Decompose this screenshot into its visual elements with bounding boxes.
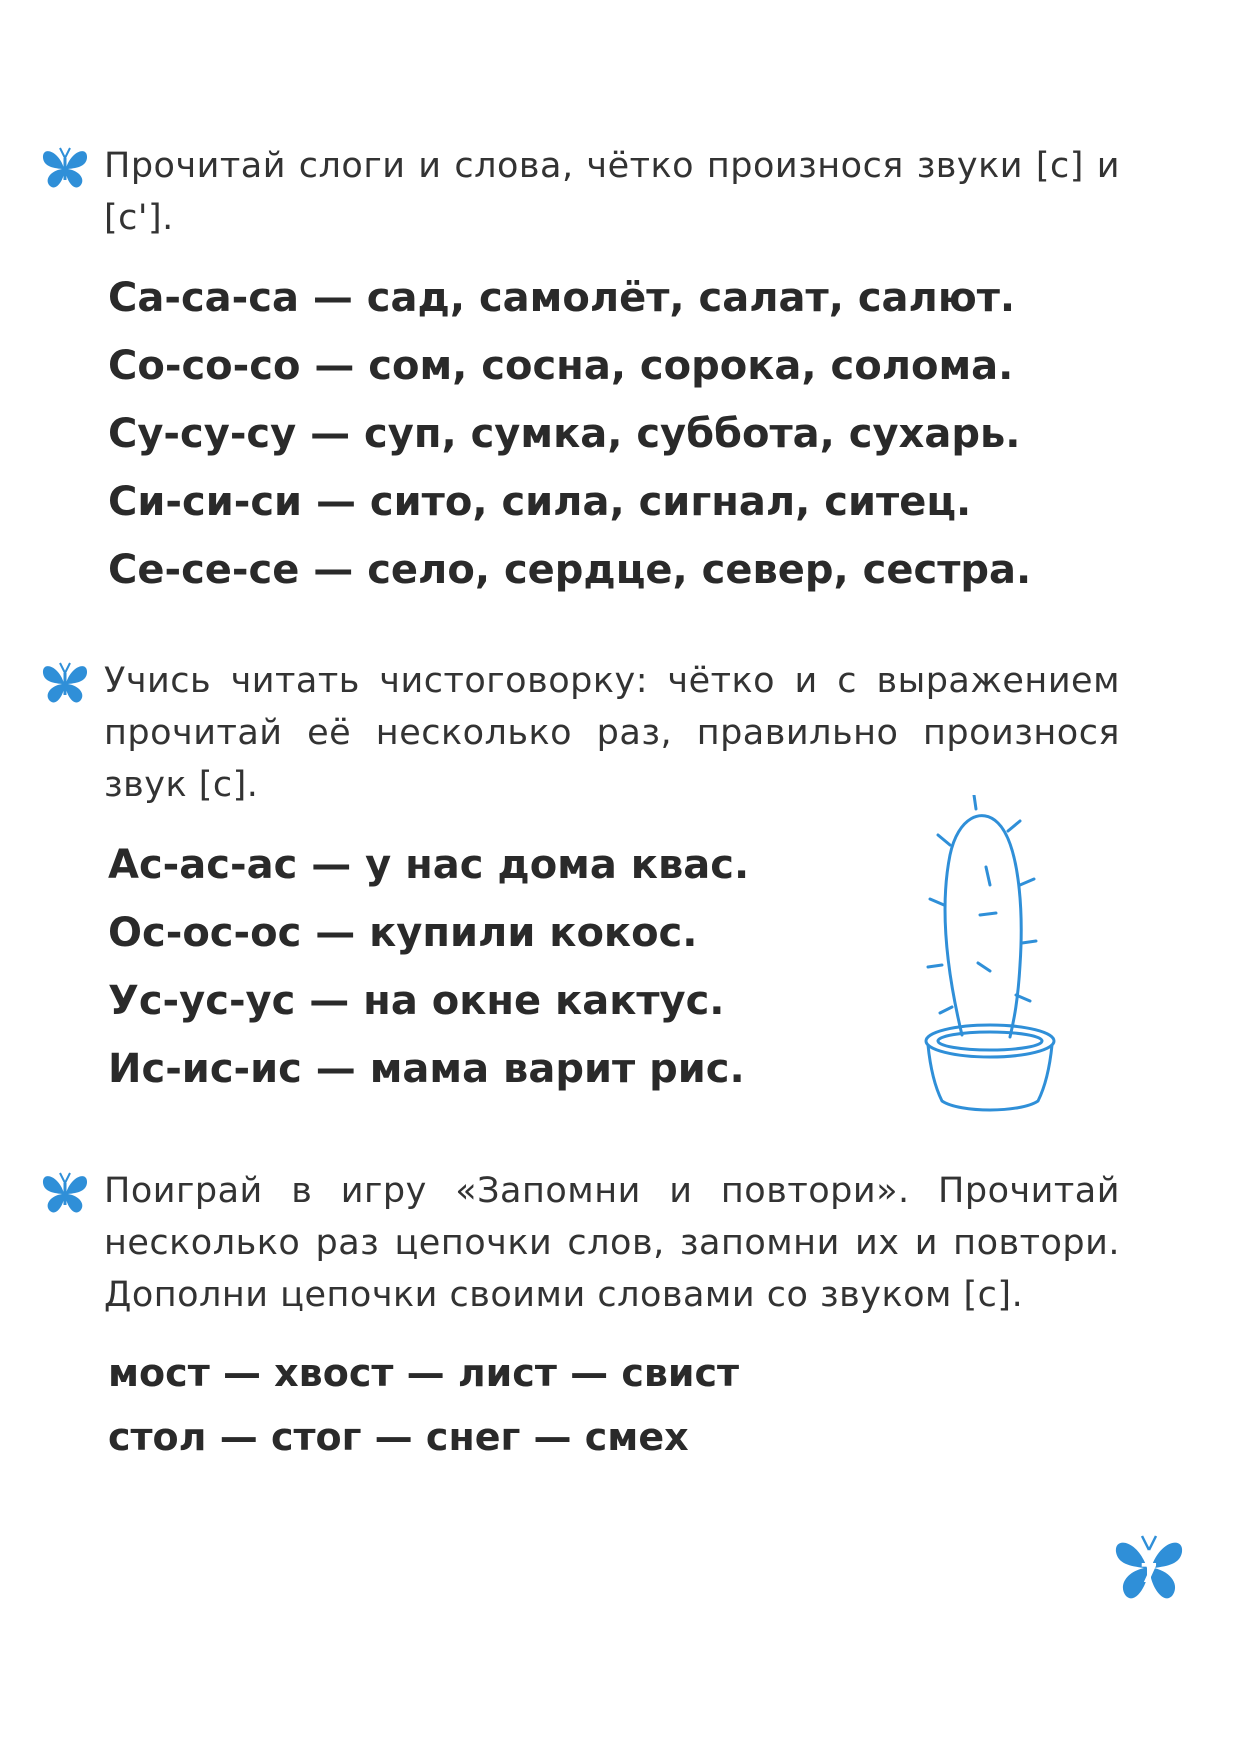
instruction-text: Поиграй в игру «Запомни и повтори». Прочитай несколько раз цепочки слов, запомни их и повтори. Дополни цепочки своими словами со звуком [с].: [104, 1171, 1120, 1315]
tongue-twister-line: Ас-ас-ас — у нас дома квас.: [108, 842, 750, 888]
word-chains: [108, 1341, 1120, 1469]
butterfly-icon: [40, 1171, 90, 1217]
exercise-1: [40, 140, 1120, 604]
tongue-twister-line: Ис-ис-ис — мама варит рис.: [108, 1046, 745, 1092]
tongue-twister-line: Ос-ос-ос — купили кокос.: [108, 910, 698, 956]
butterfly-icon: [40, 661, 90, 707]
syllable-lines: [108, 264, 1120, 604]
page-number: 7: [1139, 1559, 1159, 1589]
syllable-line: Се-се-се — село, сердце, север, сестра.: [108, 547, 1032, 593]
cactus-icon: [920, 795, 1060, 1115]
tongue-twister-line: Ус-ус-ус — на окне кактус.: [108, 978, 725, 1024]
butterfly-icon: [40, 146, 90, 192]
syllable-line: Со-со-со — сом, сосна, сорока, солома.: [108, 343, 1014, 389]
syllable-line: Си-си-си — сито, сила, сигнал, ситец.: [108, 479, 972, 525]
word-chain: стол — стог — снег — смех: [108, 1415, 689, 1459]
page-number-badge: [1112, 1532, 1186, 1606]
instruction-text: Прочитай слоги и слова, чётко произнося звуки [с] и [с'].: [104, 146, 1120, 238]
syllable-line: Су-су-су — суп, сумка, суббота, сухарь.: [108, 411, 1021, 457]
word-chain: мост — хвост — лист — свист: [108, 1351, 740, 1395]
syllable-line: Са-са-са — сад, самолёт, салат, салют.: [108, 275, 1016, 321]
instruction-text: Учись читать чистоговорку: чётко и с выражением прочитай её несколько раз, правильно произнося звук [с].: [104, 661, 1120, 805]
exercise-3: [40, 1165, 1120, 1469]
